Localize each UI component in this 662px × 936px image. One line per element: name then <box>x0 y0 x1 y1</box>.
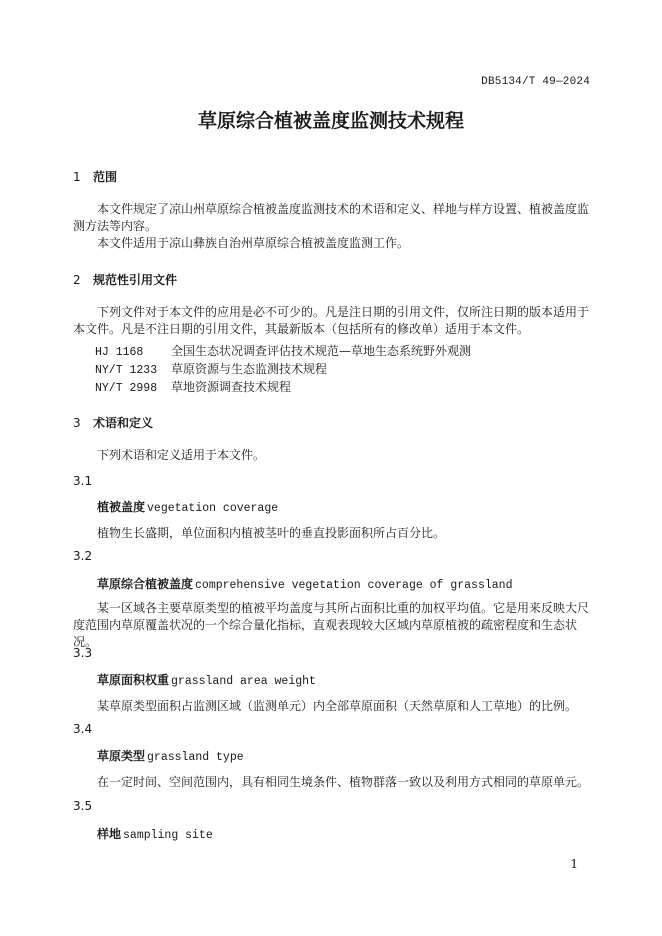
section-number: 3 <box>73 416 81 430</box>
term-definition: 植物生长盛期，单位面积内植被茎叶的垂直投影面积所占百分比。 <box>97 526 446 540</box>
term-number: 3.3 <box>73 646 93 660</box>
term-number: 3.1 <box>73 474 93 488</box>
page-number: 1 <box>570 857 578 871</box>
term-number: 3.4 <box>73 722 93 736</box>
scope-paragraph-1: 本文件规定了凉山州草原综合植被盖度监测技术的术语和定义、样地与样方设置、植被盖度监测方法等内容。 <box>73 202 590 233</box>
term-heading <box>97 498 278 515</box>
term-name-en: vegetation coverage <box>147 502 279 515</box>
term-name-zh: 草原综合植被盖度 <box>97 577 194 591</box>
section-heading-scope <box>73 168 117 185</box>
term-heading <box>97 575 512 592</box>
term-name-zh: 样地 <box>97 827 122 841</box>
term-name-en: grassland type <box>147 751 244 764</box>
term-heading <box>97 671 316 688</box>
term-number: 3.2 <box>73 549 93 563</box>
scope-paragraph-2: 本文件适用于凉山彝族自治州草原综合植被盖度监测工作。 <box>97 236 410 250</box>
term-name-zh: 草原面积权重 <box>97 673 170 687</box>
section-title: 范围 <box>93 170 118 184</box>
term-name-en: comprehensive vegetation coverage of grassland <box>195 579 513 592</box>
section-heading-terms <box>73 414 153 431</box>
term-name-en: sampling site <box>123 829 213 842</box>
reference-code: NY/T 1233 <box>95 364 158 377</box>
section-title: 术语和定义 <box>93 416 154 430</box>
term-definition: 某一区域各主要草原类型的植被平均盖度与其所占面积比重的加权平均值。它是用来反映大尺度范围内草原覆盖状况的一个综合量化指标，直观表现较大区域内草原植被的疏密程度和生态状况。 <box>73 601 590 649</box>
document-title: 草原综合植被盖度监测技术规程 <box>197 110 464 132</box>
reference-code: NY/T 2998 <box>95 382 158 395</box>
term-heading <box>97 825 213 842</box>
references-intro: 下列文件对于本文件的应用是必不可少的。凡是注日期的引用文件，仅所注日期的版本适用于本文件。凡是不注日期的引用文件，其最新版本（包括所有的修改单）适用于本文件。 <box>73 305 590 336</box>
reference-code: HJ 1168 <box>95 346 144 359</box>
term-name-en: grassland area weight <box>171 675 316 688</box>
reference-item <box>95 378 291 395</box>
standard-code: DB5134/T 49—2024 <box>481 76 590 88</box>
term-name-zh: 草原类型 <box>97 749 146 763</box>
term-definition: 某草原类型面积占监测区域（监测单元）内全部草原面积（天然草原和人工草地）的比例。 <box>97 699 578 713</box>
reference-item <box>95 342 471 359</box>
section-title: 规范性引用文件 <box>93 273 178 287</box>
terms-intro: 下列术语和定义适用于本文件。 <box>97 448 266 462</box>
term-heading <box>97 747 244 764</box>
section-number: 2 <box>73 273 81 287</box>
term-number: 3.5 <box>73 799 93 813</box>
reference-title: 草原资源与生态监测技术规程 <box>171 362 328 376</box>
section-heading-normative-references <box>73 271 177 288</box>
reference-item <box>95 360 327 377</box>
reference-title: 草地资源调查技术规程 <box>171 380 292 394</box>
reference-title: 全国生态状况调查评估技术规范—草地生态系统野外观测 <box>171 344 472 358</box>
term-definition: 在一定时间、空间范围内，具有相同生境条件、植物群落一致以及利用方式相同的草原单元。 <box>97 775 590 789</box>
section-number: 1 <box>73 170 81 184</box>
term-name-zh: 植被盖度 <box>97 500 146 514</box>
